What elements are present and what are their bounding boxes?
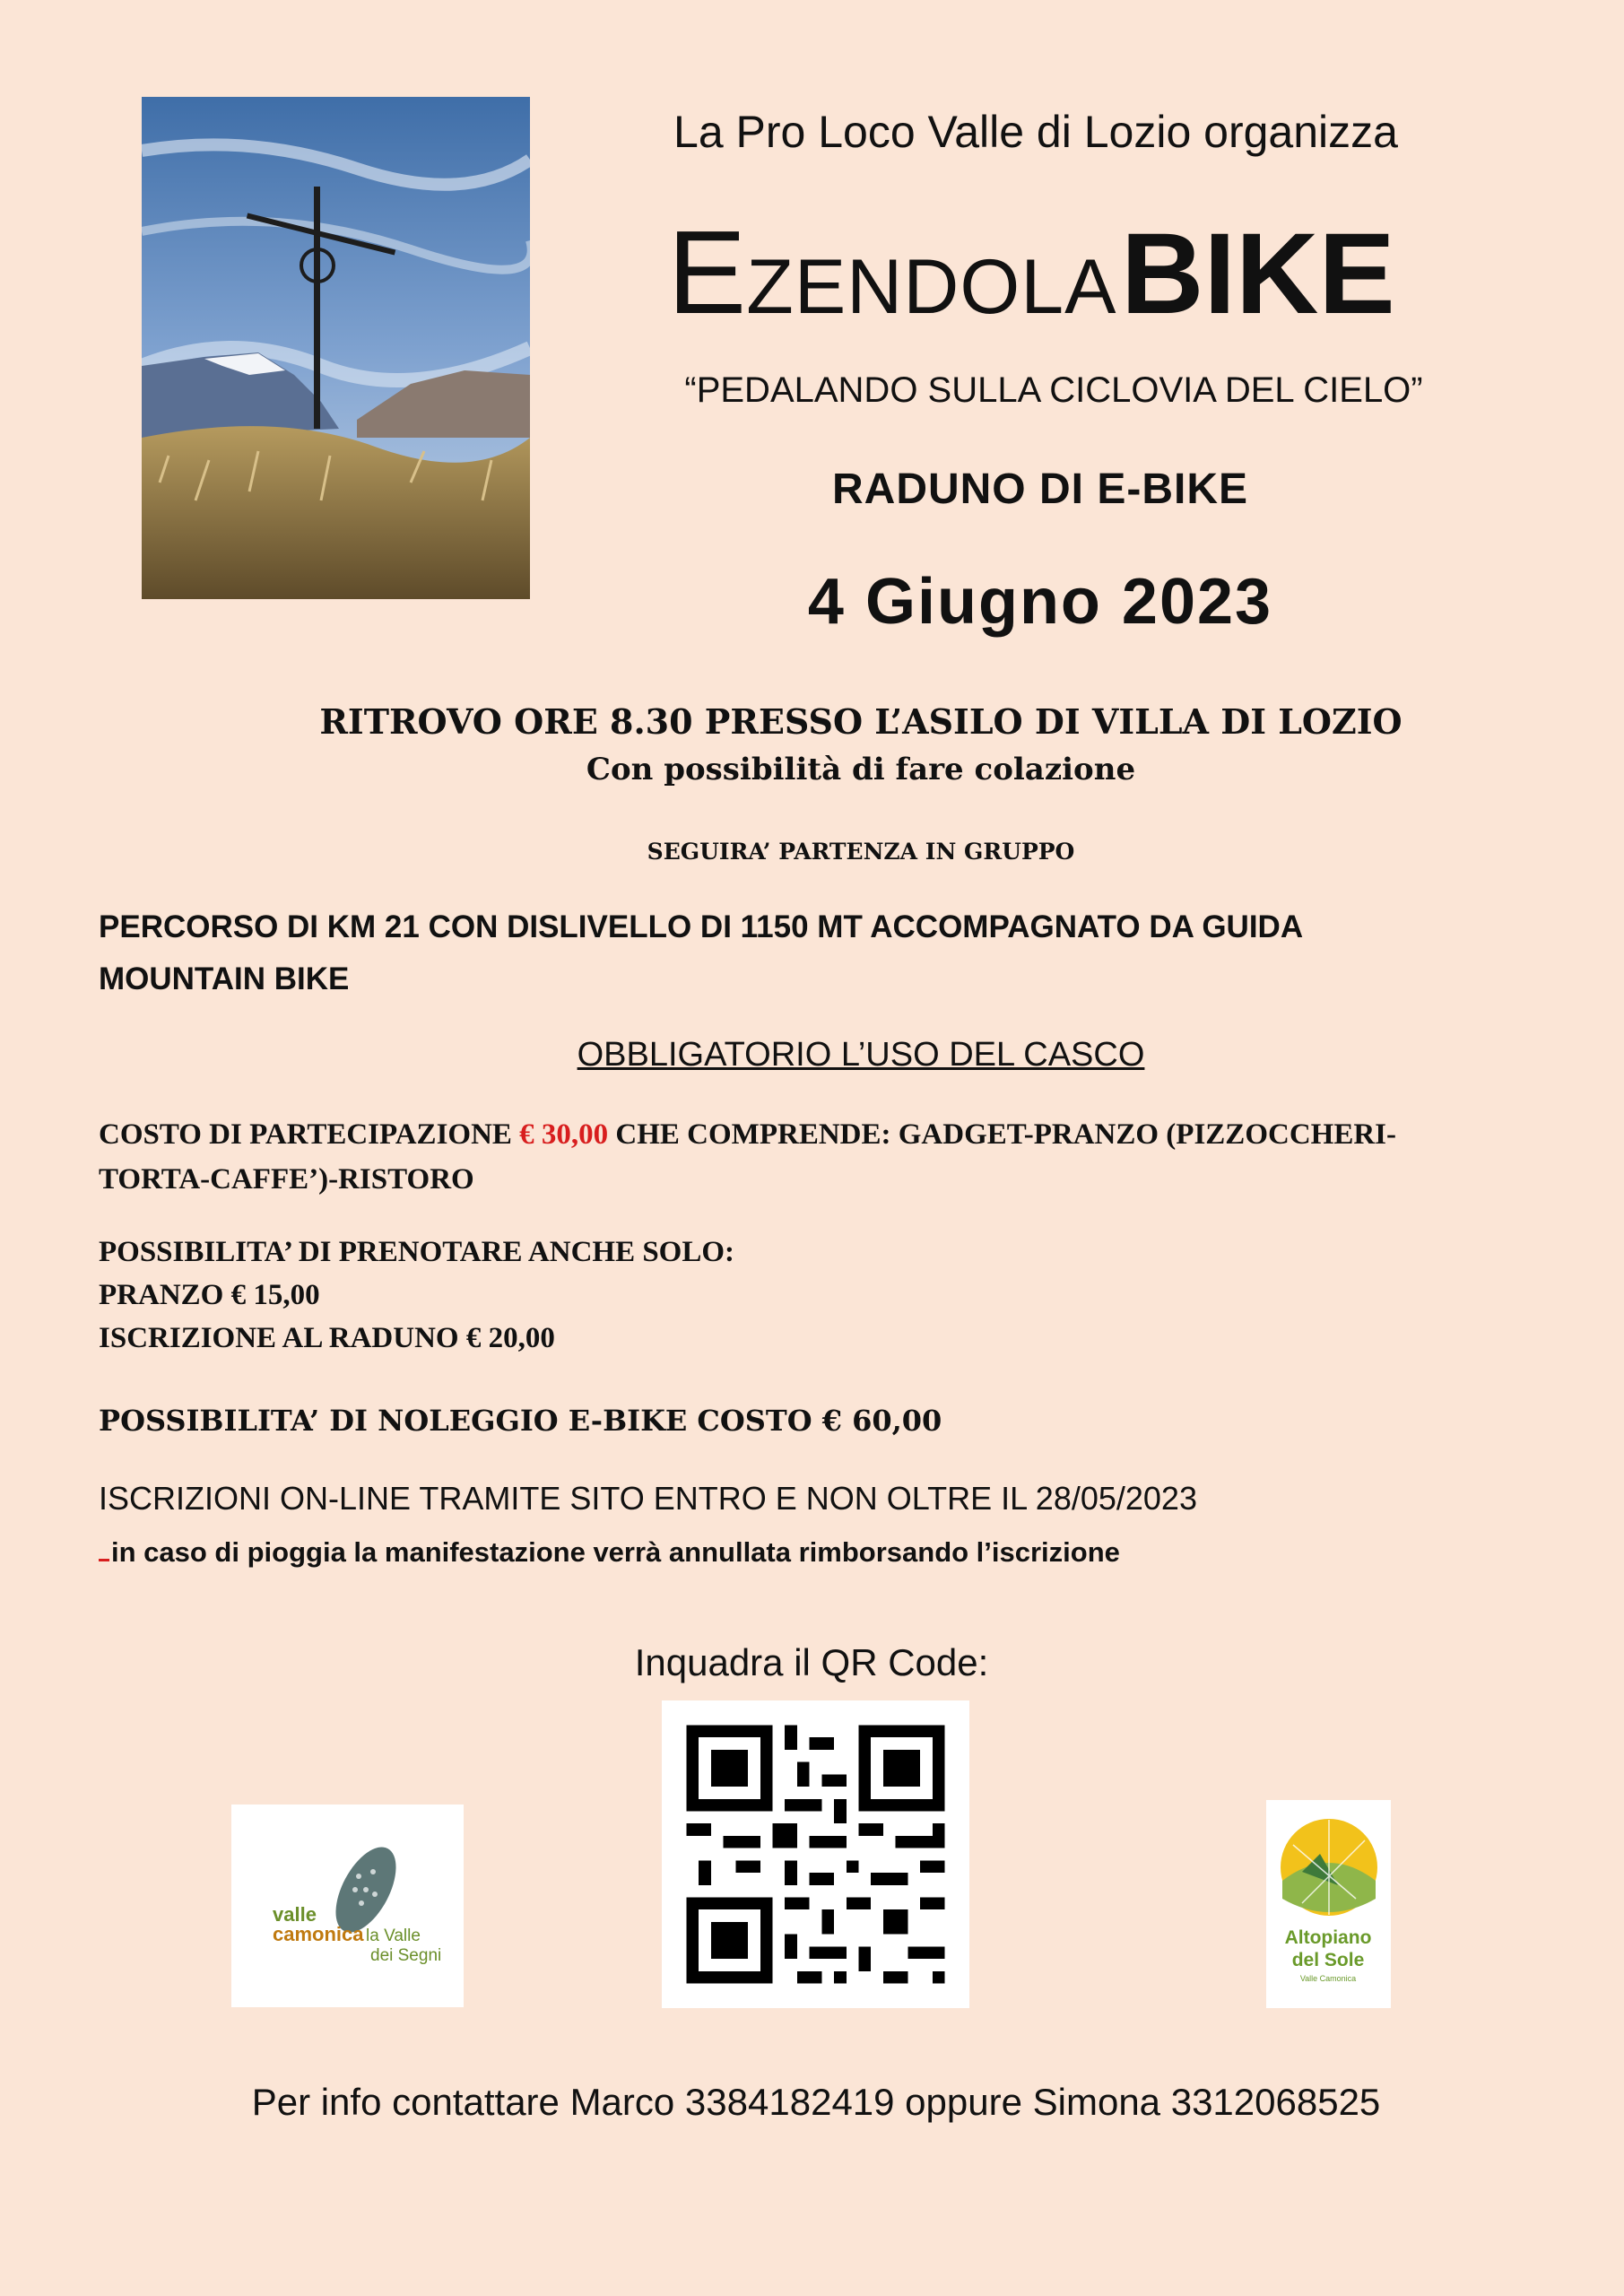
ebike-rental: POSSIBILITA’ DI NOLEGGIO E-BIKE COSTO € 60,00 [99,1404,942,1438]
event-date: 4 Giugno 2023 [807,566,1273,638]
mountain-cross-photo [142,97,530,599]
cost-price: € 30,00 [519,1118,609,1151]
event-subtitle: “PEDALANDO SULLA CICLOVIA DEL CIELO” [684,370,1423,410]
participation-cost [99,1112,1498,1202]
route-description [99,901,1533,1005]
logo-left-word1: valle [273,1903,317,1926]
breakfast-note: Con possibilità di fare colazione [586,752,1136,787]
contact-info: Per info contattare Marco 3384182419 oppure Simona 3312068525 [251,2081,1381,2123]
rain-notice [99,1534,1533,1569]
booking-options [99,1231,1444,1360]
cost-prefix: COSTO DI PARTECIPAZIONE [99,1118,520,1151]
title-rest: ZENDOLA [746,244,1117,330]
event-title [574,206,1489,338]
online-registration: ISCRIZIONI ON-LINE TRAMITE SITO ENTRO E NON OLTRE IL 28/05/2023 [99,1480,1197,1517]
organizer-text: La Pro Loco Valle di Lozio organizza [673,107,1398,157]
qr-label: Inquadra il QR Code: [634,1641,989,1683]
logo-right-word2: del Sole [1291,1950,1365,1970]
option-lunch: PRANZO € 15,00 [99,1279,320,1311]
logo-left-word2: camonica [273,1923,364,1945]
logo-right-word1: Altopiano [1284,1927,1372,1948]
title-bike: BIKE [1120,210,1395,338]
title-initial: E [667,206,747,338]
altopiano-del-sole-logo [1266,1800,1391,2008]
route-line-1: PERCORSO DI KM 21 CON DISLIVELLO DI 1150 MT ACCOMPAGNATO DA GUIDA [99,909,1304,944]
group-departure: SEGUIRA’ PARTENZA IN GRUPPO [647,839,1075,865]
qr-code[interactable] [662,1700,969,2008]
cost-line-2: TORTA-CAFFE’)-RISTORO [99,1163,474,1196]
valle-camonica-logo [231,1805,464,2007]
option-registration: ISCRIZIONE AL RADUNO € 20,00 [99,1322,555,1354]
logo-left-word3: la Valle [366,1926,421,1945]
helmet-notice [215,1036,1507,1074]
route-line-2: MOUNTAIN BIKE [99,961,350,996]
options-heading: POSSIBILITA’ DI PRENOTARE ANCHE SOLO: [99,1236,735,1268]
meeting-point: RITROVO ORE 8.30 PRESSO L’ASILO DI VILLA DI LOZIO [319,701,1403,742]
helmet-text: OBBLIGATORIO L’USO DEL CASCO [577,1036,1145,1074]
red-underscore-mark [99,1534,109,1561]
logo-left-word4: dei Segni [370,1946,442,1965]
logo-right-word3: Valle Camonica [1299,1974,1357,1983]
rain-notice-text: in caso di pioggia la manifestazione verrà annullata rimborsando l’iscrizione [111,1536,1120,1568]
event-type: RADUNO DI E-BIKE [831,465,1248,513]
cost-suffix: CHE COMPRENDE: GADGET-PRANZO (PIZZOCCHERI- [608,1118,1396,1151]
